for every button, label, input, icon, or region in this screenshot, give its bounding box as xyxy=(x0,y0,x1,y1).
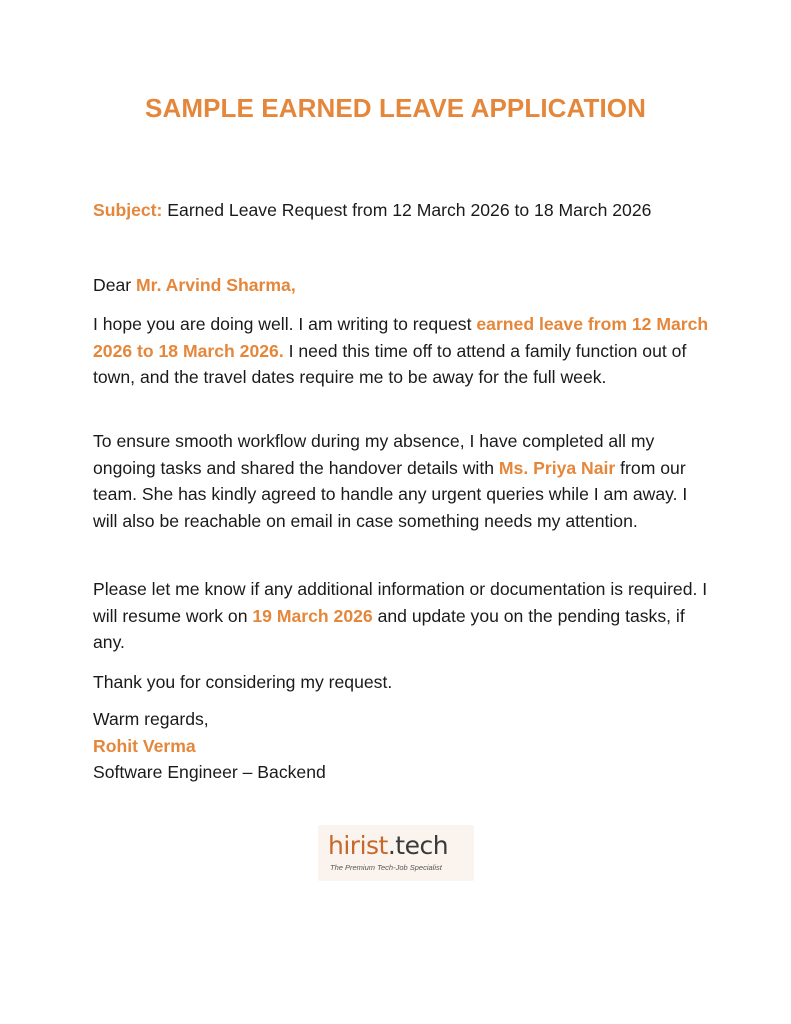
paragraph-2-text-b: from our team. She has kindly agreed to handle any urgent queries while I am away. I will also be reachable on email in case something needs my attention. xyxy=(93,457,688,531)
paragraph-3-text-a: Please let me know if any additional information or documentation is required. I will resume work on xyxy=(93,579,708,626)
closing-text: Warm regards, xyxy=(93,709,209,729)
paragraph-1-text-b: I need this time off to attend a family function out of town, and the travel dates require me to be away for the full week. xyxy=(93,340,687,387)
paragraph-3-text-b: and update you on the pending tasks, if any. xyxy=(93,605,685,652)
logo-tagline: The Premium Tech-Job Specialist xyxy=(330,863,442,872)
paragraph-2 xyxy=(93,428,713,534)
signature-block xyxy=(93,706,713,786)
salutation xyxy=(93,272,713,299)
hirist-logo xyxy=(318,825,474,881)
thanks-text: Thank you for considering my request. xyxy=(93,672,393,692)
subject-text: Earned Leave Request from 12 March 2026 to 18 March 2026 xyxy=(162,200,652,220)
logo-wordmark xyxy=(328,830,448,862)
signer-title: Software Engineer – Backend xyxy=(93,762,326,782)
logo-word-a: hirist xyxy=(328,831,388,860)
paragraph-1 xyxy=(93,311,713,391)
subject-label: Subject: xyxy=(93,200,163,220)
signer-name: Rohit Verma xyxy=(93,735,196,756)
resume-date-highlight: 19 March 2026 xyxy=(252,605,373,626)
subject-line xyxy=(93,197,713,224)
paragraph-2-text-a: To ensure smooth workflow during my absence, I have completed all my ongoing tasks and shared the handover details with xyxy=(93,431,655,478)
paragraph-1-text-a: I hope you are doing well. I am writing to request xyxy=(93,314,477,334)
paragraph-3 xyxy=(93,576,713,656)
leave-dates-highlight: earned leave from 12 March 2026 to 18 March 2026. xyxy=(93,314,709,361)
thanks-line xyxy=(93,669,713,696)
logo-word-b: .tech xyxy=(387,831,449,860)
recipient-name: Mr. Arvind Sharma, xyxy=(136,275,296,295)
page-title: SAMPLE EARNED LEAVE APPLICATION xyxy=(145,93,646,123)
salutation-prefix: Dear xyxy=(93,275,137,295)
handover-name-highlight: Ms. Priya Nair xyxy=(498,457,616,478)
